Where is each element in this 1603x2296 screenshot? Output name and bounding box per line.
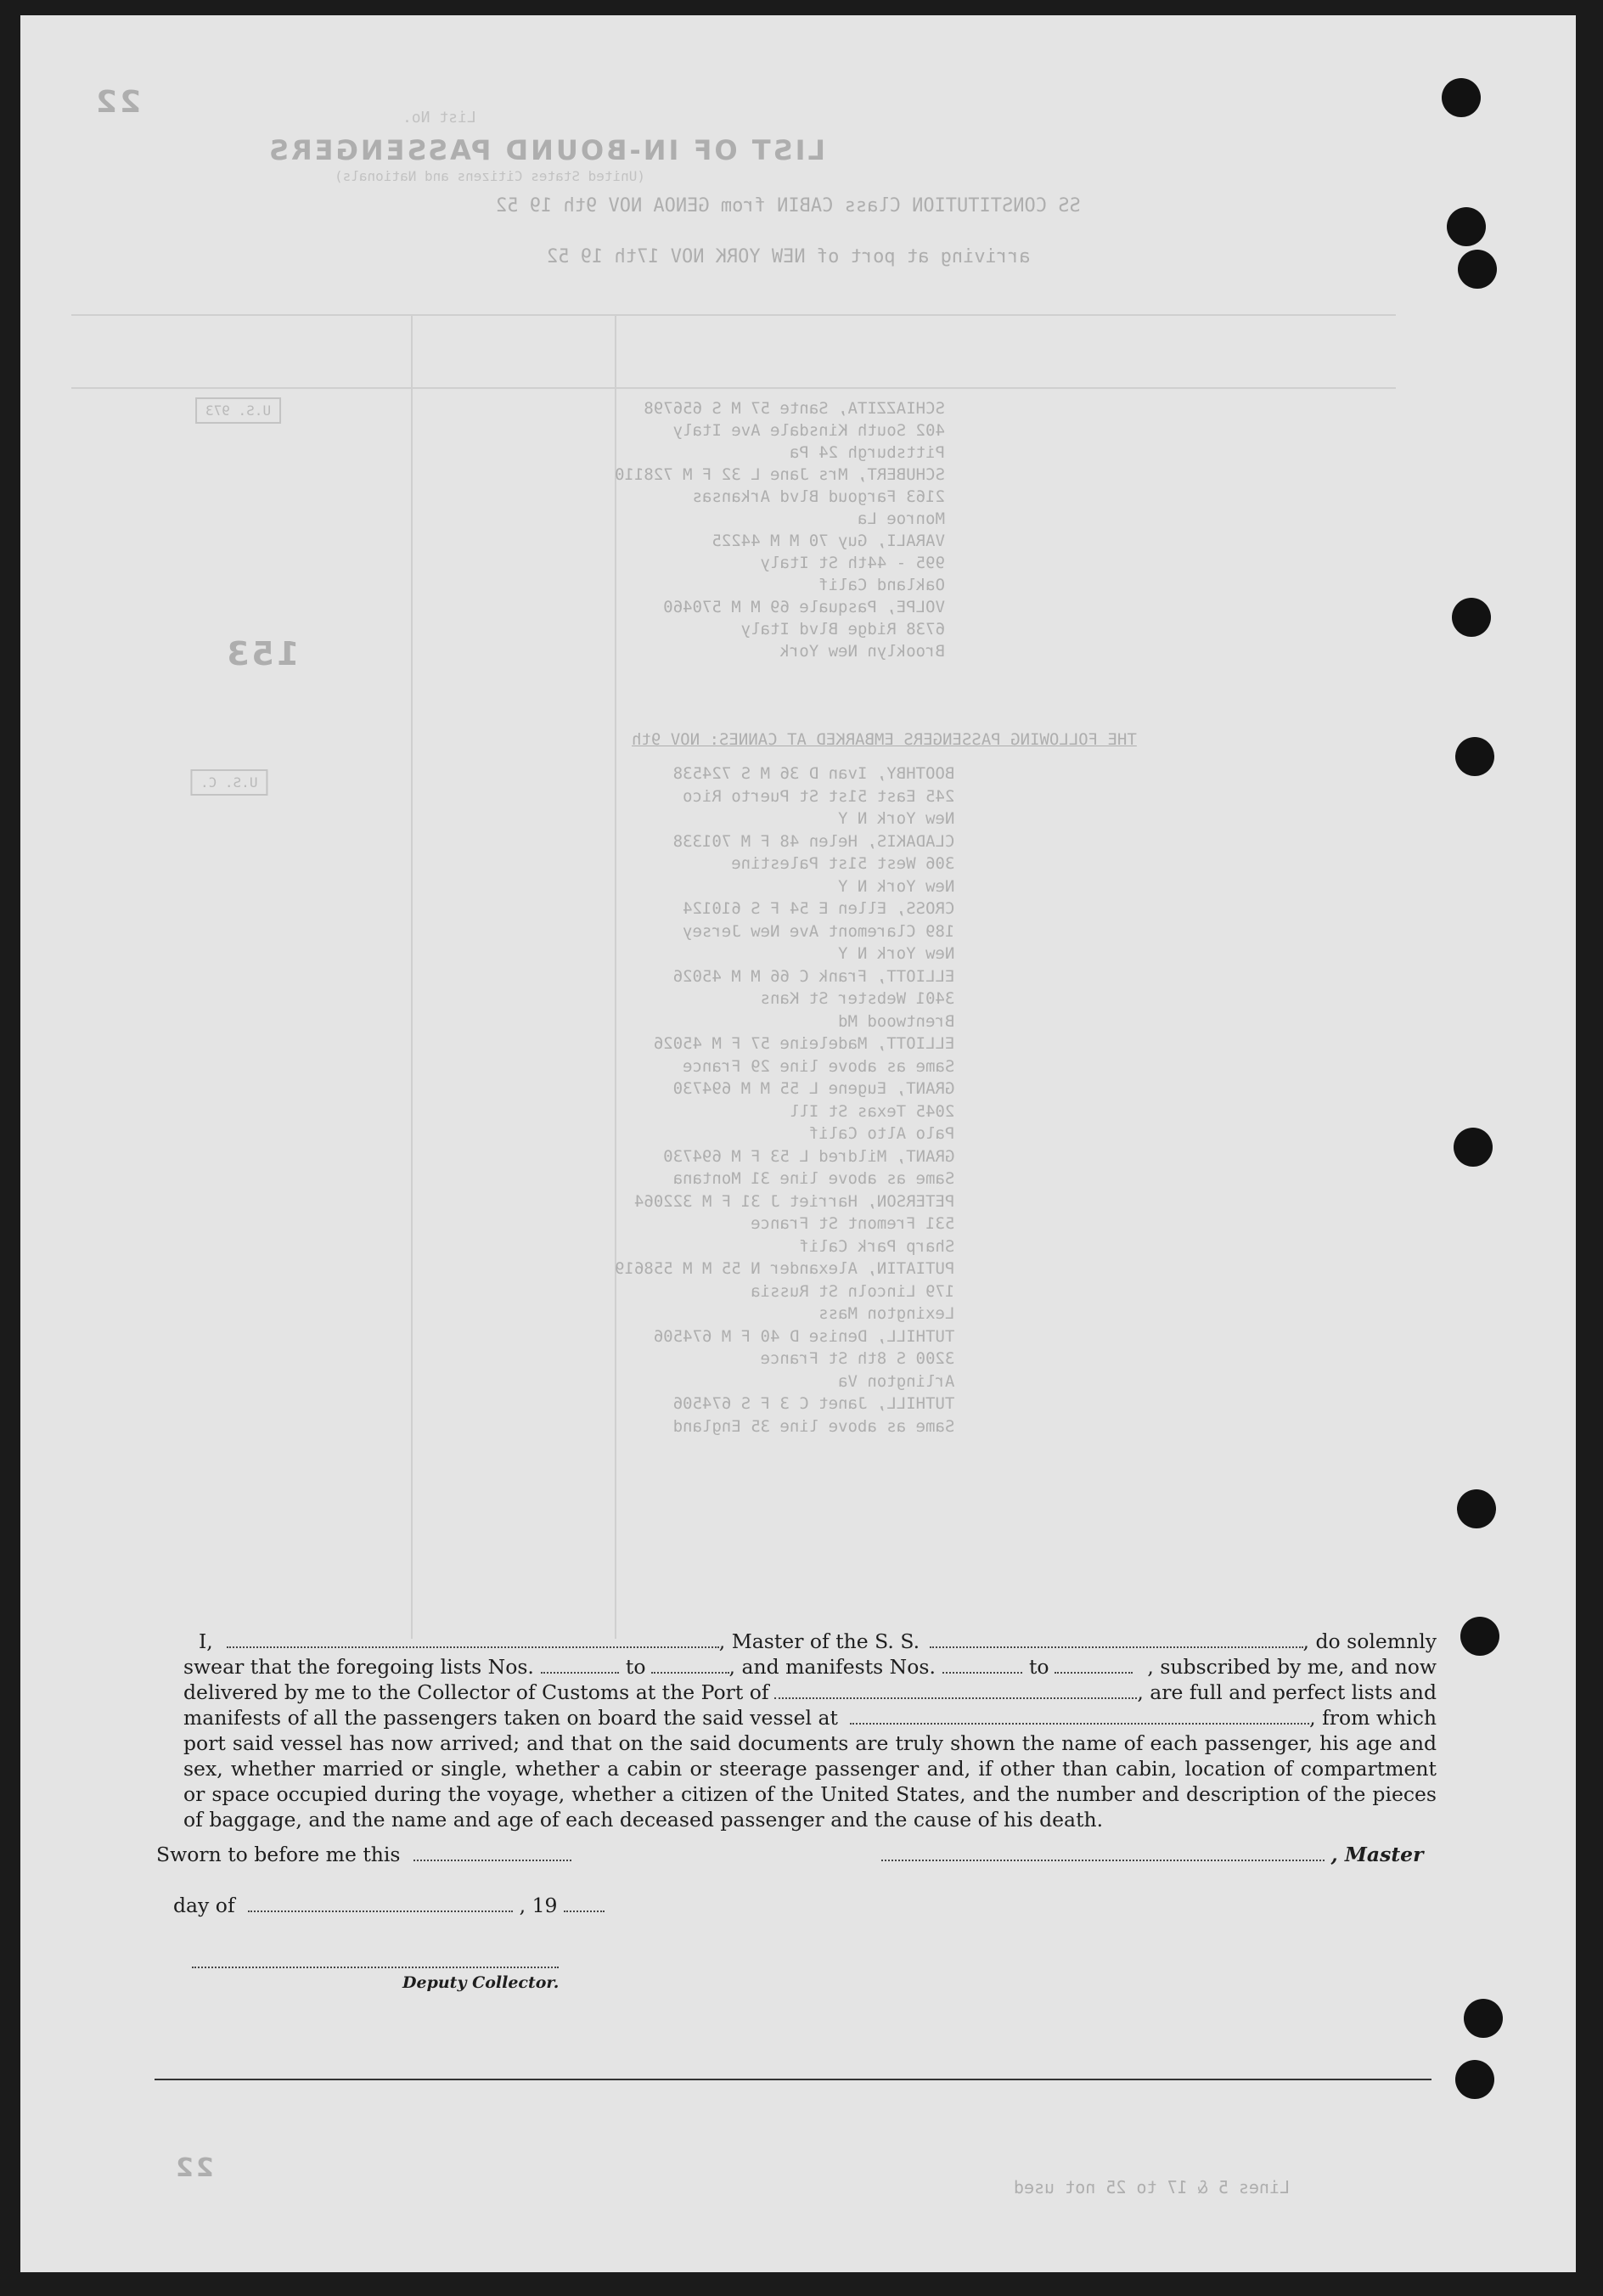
- reverse-entry: 245 East 51st St Puerto Rico: [683, 786, 955, 806]
- oath-text: swear that the foregoing lists Nos.: [183, 1655, 534, 1679]
- punch-hole: [1460, 1617, 1499, 1656]
- oath-text: , subscribed by me, and now: [1147, 1655, 1437, 1679]
- sworn-label: Sworn to before me this: [156, 1843, 401, 1866]
- reverse-entry: BOOTHBY, Ivan D 36 M S 724538: [672, 764, 955, 783]
- punch-hole: [1457, 1489, 1496, 1528]
- reverse-entry: Sharp Park Calif: [799, 1236, 955, 1256]
- reverse-entry: New York N Y: [838, 876, 955, 896]
- reverse-footer-number: 22: [173, 2153, 214, 2183]
- master-signature-blank[interactable]: [881, 1844, 1325, 1861]
- reverse-list-no: 22: [93, 85, 142, 120]
- punch-hole: [1442, 78, 1481, 117]
- oath-text: , do solemnly: [1302, 1629, 1437, 1653]
- sworn-date-blank[interactable]: [413, 1844, 571, 1861]
- reverse-entry: VARALI, Guy 70 M M 44225: [712, 532, 945, 550]
- oath-text: , from which: [1309, 1706, 1437, 1730]
- reverse-table-rule: [71, 314, 1396, 316]
- reverse-entry: New York N Y: [838, 944, 955, 963]
- reverse-entry: 6738 Ridge Blvd Italy: [740, 620, 945, 639]
- master-label: , Master: [1330, 1843, 1424, 1866]
- reverse-header-row1: SS CONSTITUTION Class CABIN from GENOA NOV 9th 19 52: [496, 195, 1081, 217]
- reverse-entry: Same as above line 31 Montana: [672, 1169, 955, 1188]
- punch-hole: [1452, 598, 1491, 637]
- reverse-stamp: U.S. C.: [190, 769, 267, 796]
- punch-hole: [1455, 737, 1494, 776]
- list-no-from-blank[interactable]: [541, 1657, 619, 1674]
- oath-paragraph: [183, 1629, 1437, 1832]
- oath-text: , and manifests Nos.: [728, 1655, 936, 1679]
- reverse-entry: PUTIATIN, Alexander N 55 M M 558619: [615, 1259, 955, 1278]
- reverse-entry: New York N Y: [838, 809, 955, 828]
- reverse-entry: VOLPE, Pasquale 69 M M 570460: [663, 598, 945, 616]
- reverse-entry: 402 South Kinsdale Ave Italy: [672, 421, 945, 440]
- reverse-entry: GRANT, Eugene L 55 M M 694730: [672, 1079, 955, 1098]
- year-blank[interactable]: [564, 1895, 605, 1912]
- reverse-margin-number: 153: [224, 635, 300, 672]
- reverse-table-rule: [71, 387, 1396, 389]
- day-of-row: [173, 1894, 605, 1917]
- reverse-entry: 3200 S 8th St France: [760, 1349, 955, 1368]
- name-blank[interactable]: [227, 1631, 719, 1648]
- reverse-entry: CROSS, Ellen E 54 F S 610124: [683, 899, 955, 918]
- oath-text: delivered by me to the Collector of Customs at the Port of: [183, 1680, 769, 1704]
- reverse-entry: 306 West 51st Palestine: [731, 854, 955, 873]
- oath-text: , Master of the S. S.: [718, 1629, 920, 1653]
- oath-line-1: [183, 1629, 1437, 1654]
- oath-text: to: [625, 1655, 646, 1679]
- document-page: [20, 15, 1576, 2272]
- reverse-stamp: U.S. 973: [195, 397, 281, 424]
- punch-hole: [1458, 250, 1497, 289]
- reverse-entry: 2045 Texas St Ill: [789, 1101, 955, 1121]
- reverse-entry: Pittsburgh 24 Pa: [789, 443, 945, 462]
- boarding-port-blank[interactable]: [850, 1708, 1309, 1725]
- reverse-title: LIST OF IN-BOUND PASSENGERS: [267, 134, 825, 166]
- deputy-collector-label: Deputy Collector.: [402, 1973, 560, 1992]
- punch-hole: [1447, 207, 1486, 246]
- reverse-entry: Brooklyn New York: [779, 642, 945, 661]
- deputy-signature-blank[interactable]: [192, 1951, 559, 1968]
- reverse-entry: Oakland Calif: [818, 576, 945, 594]
- day-of-label: day of: [173, 1894, 235, 1917]
- vessel-blank[interactable]: [930, 1631, 1302, 1648]
- reverse-section-heading: THE FOLLOWING PASSENGERS EMBARKED AT CANNES: NOV 9th: [632, 730, 1137, 749]
- reverse-entry: CLADAKIS, Helen 48 F M 701338: [672, 831, 955, 851]
- reverse-entry: Same as above line 35 England: [672, 1416, 955, 1436]
- reverse-column-rule: [411, 314, 413, 1639]
- reverse-entry: 531 Fremont St France: [751, 1214, 955, 1233]
- oath-body: port said vessel has now arrived; and that on the said documents are truly shown the name of each passenger, his age and sex, whether married or single, whether a cabin or steerage passenger and, if other than cabin, location of compartment or space occupied during the voyage, whether a citizen of the United States, and the number and description of the pieces of baggage, and the name and age of each deceased passenger and the cause of his death.: [183, 1731, 1437, 1832]
- reverse-entry: TUTHILL, Denise D 40 F M 674506: [653, 1326, 955, 1346]
- punch-hole: [1454, 1128, 1493, 1167]
- reverse-entry: Lexington Mass: [818, 1304, 955, 1323]
- master-signature-row: [881, 1843, 1424, 1866]
- reverse-entry: ELLIOTT, Frank C 66 M M 45026: [672, 966, 955, 986]
- reverse-entry: SCHIAZZITA, Sante 57 M S 656798: [644, 399, 945, 418]
- manifest-no-from-blank[interactable]: [942, 1657, 1022, 1674]
- sworn-row: [156, 1843, 571, 1866]
- reverse-entry: 995 - 44th St Italy: [760, 554, 945, 572]
- reverse-entry: Arlington Va: [838, 1371, 955, 1391]
- bottom-rule: [155, 2079, 1431, 2080]
- reverse-entry: Same as above line 29 France: [683, 1056, 955, 1076]
- reverse-entry: 3401 Webster St Kans: [760, 989, 955, 1008]
- reverse-entries-block-2: [615, 763, 954, 1438]
- reverse-entry: ELLIOTT, Madeleine 57 F M 45026: [653, 1034, 955, 1053]
- reverse-header-row2: arriving at port of NEW YORK NOV 17th 19 52: [547, 246, 1031, 267]
- oath-text: , are full and perfect lists and: [1137, 1680, 1437, 1704]
- port-blank[interactable]: [774, 1682, 1138, 1699]
- reverse-footer-note: Lines 5 & 17 to 25 not used: [1014, 2177, 1291, 2198]
- punch-hole: [1455, 2060, 1494, 2099]
- reverse-entry: PETERSON, Harriet J 31 F M 322064: [633, 1191, 955, 1211]
- oath-line-3: [183, 1680, 1437, 1705]
- month-blank[interactable]: [248, 1895, 513, 1912]
- reverse-entry: Brentwood Md: [838, 1011, 955, 1031]
- reverse-subtitle: (United States Citizens and Nationals): [335, 168, 646, 184]
- reverse-entry: Monroe La: [857, 509, 945, 528]
- reverse-entry: SCHUBERT, Mrs Jane L 32 F M 728110: [615, 465, 945, 484]
- list-no-to-blank[interactable]: [651, 1657, 729, 1674]
- year-prefix: , 19: [519, 1894, 558, 1917]
- punch-hole: [1464, 1999, 1503, 2038]
- oath-text: I,: [199, 1629, 213, 1653]
- oath-text: manifests of all the passengers taken on board the said vessel at: [183, 1706, 838, 1730]
- manifest-no-to-blank[interactable]: [1055, 1657, 1133, 1674]
- reverse-entry: Palo Alto Calif: [808, 1124, 955, 1143]
- reverse-entry: 2163 Fargoud Blvd Arkansas: [692, 487, 945, 506]
- oath-text: to: [1028, 1655, 1049, 1679]
- reverse-entry: TUTHILL, Janet C 3 F S 674506: [672, 1394, 955, 1413]
- oath-line-2: [183, 1654, 1437, 1680]
- reverse-entry: 179 Lincoln St Russia: [751, 1281, 955, 1301]
- reverse-entry: 189 Claremont Ave New Jersey: [683, 921, 955, 941]
- reverse-list-no-label: List No.: [402, 109, 476, 127]
- oath-line-4: [183, 1705, 1437, 1730]
- reverse-entries-block-1: [615, 397, 945, 662]
- reverse-entry: GRANT, Mildred L 53 F M 694730: [663, 1146, 955, 1166]
